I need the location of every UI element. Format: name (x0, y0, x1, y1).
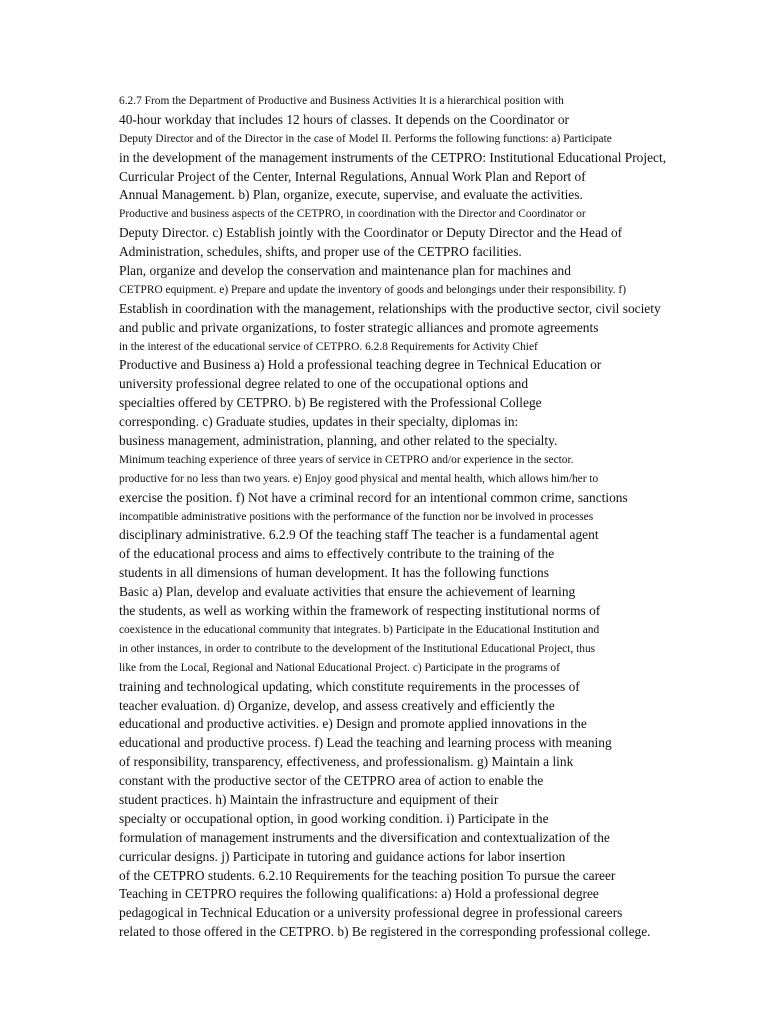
text-line: constant with the productive sector of the CETPRO area of action to enable the (119, 773, 544, 789)
text-line: business management, administration, planning, and other related to the specialty. (119, 433, 558, 449)
text-line: and public and private organizations, to foster strategic alliances and promote agreements (119, 319, 599, 335)
text-line: of responsibility, transparency, effectiveness, and professionalism. g) Maintain a link (119, 754, 574, 770)
text-line: in the development of the management instruments of the CETPRO: Institutional Educational Project, (119, 149, 667, 165)
text-line: Basic a) Plan, develop and evaluate activities that ensure the achievement of learning (119, 584, 576, 600)
text-line: of the educational process and aims to effectively contribute to the training of the (119, 546, 555, 562)
text-line: curricular designs. j) Participate in tutoring and guidance actions for labor insertion (119, 848, 566, 864)
text-line: Administration, schedules, shifts, and proper use of the CETPRO facilities. (119, 244, 522, 260)
text-line: like from the Local, Regional and National Educational Project. c) Participate in the programs of (119, 661, 560, 674)
text-line: Deputy Director and of the Director in the case of Model II. Performs the following functions: a) Participate (119, 132, 612, 145)
text-line: disciplinary administrative. 6.2.9 Of the teaching staff The teacher is a fundamental agent (119, 527, 599, 543)
text-line: Productive and Business a) Hold a professional teaching degree in Technical Education or (119, 357, 602, 373)
text-line: Annual Management. b) Plan, organize, execute, supervise, and evaluate the activities. (119, 187, 583, 203)
text-line: 6.2.7 From the Department of Productive and Business Activities It is a hierarchical position with (119, 95, 564, 107)
text-line: corresponding. c) Graduate studies, updates in their specialty, diplomas in: (119, 414, 519, 430)
text-line: 40-hour workday that includes 12 hours of classes. It depends on the Coordinator or (119, 111, 569, 127)
text-line: students in all dimensions of human development. It has the following functions (119, 565, 549, 581)
text-line: pedagogical in Technical Education or a university professional degree in professional careers (119, 905, 623, 921)
text-line: coexistence in the educational community that integrates. b) Participate in the Educational Institution and (119, 623, 600, 636)
text-line: in other instances, in order to contribute to the development of the Institutional Educational Project, thus (119, 642, 596, 655)
text-line: exercise the position. f) Not have a criminal record for an intentional common crime, sanctions (119, 489, 628, 505)
text-line: Deputy Director. c) Establish jointly with the Coordinator or Deputy Director and the Head of (119, 225, 623, 241)
text-line: the students, as well as working within the framework of respecting institutional norms of (119, 603, 601, 619)
text-line: Establish in coordination with the management, relationships with the productive sector, civil society (119, 300, 661, 316)
text-line: Productive and business aspects of the CETPRO, in coordination with the Director and Coordinator or (119, 208, 586, 221)
text-line: productive for no less than two years. e) Enjoy good physical and mental health, which allows him/her to (119, 472, 599, 485)
text-line: specialty or occupational option, in good working condition. i) Participate in the (119, 810, 549, 826)
text-line: Teaching in CETPRO requires the following qualifications: a) Hold a professional degree (119, 886, 599, 902)
text-line: related to those offered in the CETPRO. b) Be registered in the corresponding professional college. (119, 924, 651, 940)
text-line: training and technological updating, which constitute requirements in the processes of (119, 678, 580, 694)
text-line: specialties offered by CETPRO. b) Be registered with the Professional College (119, 395, 542, 411)
text-line: CETPRO equipment. e) Prepare and update the inventory of goods and belongings under their responsibility. f) (119, 283, 626, 296)
text-line: incompatible administrative positions with the performance of the function nor be involved in processes (119, 510, 594, 523)
text-line: of the CETPRO students. 6.2.10 Requirements for the teaching position To pursue the career (119, 867, 616, 883)
text-line: Curricular Project of the Center, Internal Regulations, Annual Work Plan and Report of (119, 168, 586, 184)
text-line: Minimum teaching experience of three years of service in CETPRO and/or experience in the sector. (119, 453, 574, 466)
text-line: student practices. h) Maintain the infrastructure and equipment of their (119, 791, 499, 807)
text-line: university professional degree related to one of the occupational options and (119, 376, 529, 392)
text-line: Plan, organize and develop the conservation and maintenance plan for machines and (119, 263, 571, 279)
text-line: educational and productive process. f) Lead the teaching and learning process with meaning (119, 735, 612, 751)
text-line: educational and productive activities. e) Design and promote applied innovations in the (119, 716, 587, 732)
text-line: formulation of management instruments and the diversification and contextualization of the (119, 829, 610, 845)
document-body (119, 92, 709, 942)
text-line: teacher evaluation. d) Organize, develop, and assess creatively and efficiently the (119, 697, 555, 713)
text-line: in the interest of the educational service of CETPRO. 6.2.8 Requirements for Activity Chief (119, 340, 538, 353)
